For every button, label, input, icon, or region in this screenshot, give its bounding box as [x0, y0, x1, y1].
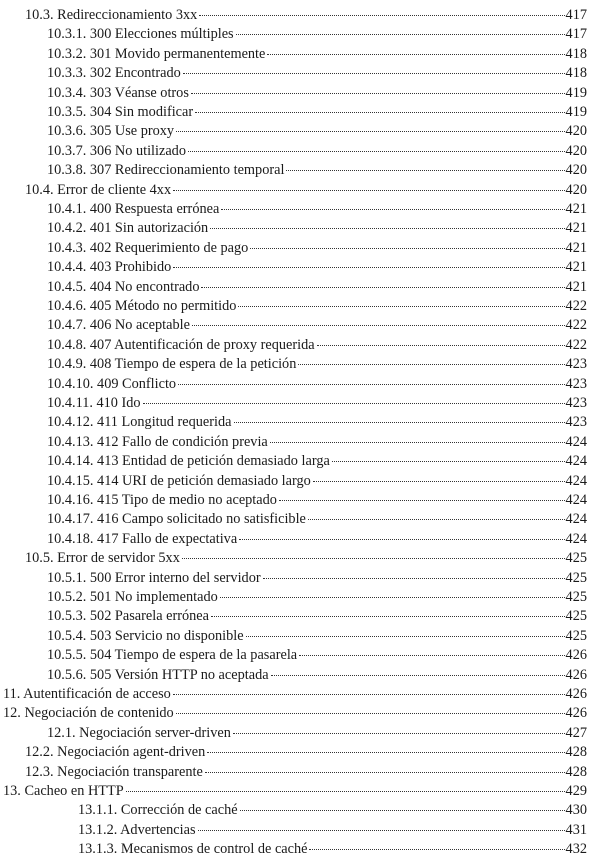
- toc-entry-page-number: 417: [565, 26, 587, 43]
- toc-entry-page-number: 419: [565, 84, 587, 101]
- toc-entry-page-number: 432: [565, 841, 587, 858]
- dot-leader: [308, 519, 565, 520]
- dot-leader: [173, 267, 564, 268]
- toc-entry-title: 10.3.5. 304 Sin modificar: [47, 104, 194, 120]
- toc-entry: [0, 258, 600, 277]
- dot-leader: [188, 151, 565, 152]
- toc-entry: [0, 646, 600, 665]
- toc-entry-title: 10.3.8. 307 Redireccionamiento temporal: [47, 162, 285, 179]
- dot-leader: [246, 636, 565, 637]
- toc-entry: [0, 84, 600, 103]
- dot-leader: [271, 675, 565, 676]
- toc-entry-page-number: 422: [565, 298, 587, 314]
- toc-entry-title: 13. Cacheo en HTTP: [3, 783, 124, 799]
- toc-entry: [0, 491, 600, 510]
- toc-entry-title: 12.1. Negociación server-driven: [47, 724, 231, 741]
- toc-entry: [0, 704, 600, 723]
- toc-entry-title: 10.4.8. 407 Autentificación de proxy requerida: [47, 336, 315, 353]
- toc-entry: [0, 103, 600, 122]
- toc-entry-title: 10.4.12. 411 Longitud requerida: [47, 414, 232, 431]
- dot-leader: [210, 228, 564, 229]
- toc-entry-title: 10.3.4. 303 Véanse otros: [47, 84, 189, 101]
- toc-entry-title: 10.4.2. 401 Sin autorización: [47, 220, 209, 237]
- toc-entry-page-number: 423: [565, 414, 587, 431]
- dot-leader: [192, 325, 565, 326]
- toc-entry-page-number: 421: [565, 259, 587, 276]
- dot-leader: [191, 93, 565, 94]
- dot-leader: [270, 442, 565, 443]
- toc-entry-title: 10.5.4. 503 Servicio no disponible: [47, 627, 244, 644]
- toc-entry-title: 10.4. Error de cliente 4xx: [25, 181, 172, 198]
- toc-entry-title: 10.4.14. 413 Entidad de petición demasiado larga: [47, 453, 330, 470]
- toc-entry: [0, 297, 600, 316]
- toc-entry: [0, 64, 600, 83]
- dot-leader: [236, 34, 565, 35]
- toc-entry-page-number: 421: [565, 239, 587, 256]
- dot-leader: [240, 810, 565, 811]
- dot-leader: [182, 558, 565, 559]
- toc-entry-page-number: 426: [565, 647, 587, 664]
- toc-entry-title: 12.2. Negociación agent-driven: [25, 744, 206, 761]
- toc-entry: [0, 413, 600, 432]
- toc-entry-title: 10.5.6. 505 Versión HTTP no aceptada: [47, 666, 269, 683]
- toc-entry-page-number: 425: [565, 608, 587, 625]
- toc-entry-page-number: 420: [565, 162, 587, 179]
- toc-entry: [0, 336, 600, 355]
- toc-entry: [0, 278, 600, 297]
- toc-entry-page-number: 426: [565, 666, 587, 683]
- dot-leader: [299, 655, 564, 656]
- dot-leader: [286, 170, 564, 171]
- toc-entry-title: 10.3.6. 305 Use proxy: [47, 123, 175, 140]
- toc-entry-title: 10.4.6. 405 Método no permitido: [47, 298, 237, 314]
- toc-entry-title: 12. Negociación de contenido: [3, 705, 174, 722]
- toc-entry-page-number: 420: [565, 142, 587, 159]
- toc-entry-title: 10.4.16. 415 Tipo de medio no aceptado: [47, 492, 277, 508]
- toc-entry-page-number: 428: [565, 744, 587, 761]
- dot-leader: [201, 287, 564, 288]
- toc-entry-page-number: 424: [565, 530, 587, 547]
- dot-leader: [143, 403, 565, 404]
- toc-entry-title: 10.4.17. 416 Campo solicitado no satisficible: [47, 511, 306, 528]
- toc-entry: [0, 472, 600, 491]
- toc-entry: [0, 375, 600, 394]
- toc-entry-page-number: 430: [565, 802, 587, 819]
- toc-entry-page-number: 422: [565, 317, 587, 334]
- dot-leader: [233, 733, 565, 734]
- dot-leader: [332, 461, 565, 462]
- toc-entry-title: 10.5. Error de servidor 5xx: [25, 550, 180, 567]
- toc-entry: [0, 588, 600, 607]
- toc-entry-page-number: 419: [565, 104, 587, 120]
- dot-leader: [313, 481, 565, 482]
- dot-leader: [263, 578, 565, 579]
- dot-leader: [173, 694, 565, 695]
- toc-entry: [0, 724, 600, 743]
- dot-leader: [221, 209, 564, 210]
- toc-entry: [0, 821, 600, 840]
- dot-leader: [267, 54, 564, 55]
- toc-entry-title: 12.3. Negociación transparente: [25, 763, 203, 780]
- toc-entry-page-number: 423: [565, 375, 587, 392]
- toc-entry-page-number: 425: [565, 589, 587, 605]
- toc-entry-title: 10.4.13. 412 Fallo de condición previa: [47, 433, 268, 450]
- toc-entry: [0, 6, 600, 25]
- toc-entry-page-number: 423: [565, 356, 587, 373]
- toc-entry: [0, 239, 600, 258]
- toc-entry: [0, 452, 600, 471]
- toc-entry: [0, 25, 600, 44]
- toc-entry-page-number: 422: [565, 336, 587, 353]
- toc-entry-title: 10.4.5. 404 No encontrado: [47, 278, 200, 295]
- toc-entry-page-number: 424: [565, 511, 587, 528]
- toc-entry: [0, 801, 600, 820]
- toc-entry-title: 10.5.2. 501 No implementado: [47, 589, 218, 605]
- toc-entry: [0, 394, 600, 413]
- toc-entry-page-number: 421: [565, 278, 587, 295]
- toc-entry-title: 10.5.1. 500 Error interno del servidor: [47, 569, 261, 586]
- toc-entry: [0, 840, 600, 859]
- toc-entry-title: 10.3.7. 306 No utilizado: [47, 142, 186, 159]
- dot-leader: [309, 849, 564, 850]
- toc-entry: [0, 122, 600, 141]
- dot-leader: [183, 73, 565, 74]
- dot-leader: [298, 364, 564, 365]
- dot-leader: [317, 345, 565, 346]
- dot-leader: [176, 131, 564, 132]
- toc-entry-title: 10.4.10. 409 Conflicto: [47, 375, 177, 392]
- dot-leader: [198, 830, 565, 831]
- toc-entry-title: 10.4.9. 408 Tiempo de espera de la petición: [47, 356, 297, 373]
- toc-entry-page-number: 424: [565, 472, 587, 489]
- dot-leader: [279, 500, 565, 501]
- toc-entry-title: 10.4.1. 400 Respuesta errónea: [47, 201, 220, 217]
- toc-entry: [0, 743, 600, 762]
- dot-leader: [238, 306, 564, 307]
- toc-entry-page-number: 421: [565, 220, 587, 237]
- toc-entry-title: 10.5.3. 502 Pasarela errónea: [47, 608, 209, 625]
- toc-entry: [0, 782, 600, 801]
- toc-entry: [0, 219, 600, 238]
- toc-entry-title: 10.3.1. 300 Elecciones múltiples: [47, 26, 234, 43]
- toc-entry-title: 11. Autentificación de acceso: [3, 686, 171, 702]
- toc-entry: [0, 433, 600, 452]
- dot-leader: [205, 772, 565, 773]
- toc-entry: [0, 355, 600, 374]
- toc-entry: [0, 200, 600, 219]
- toc-entry-title: 10.4.4. 403 Prohibido: [47, 259, 172, 276]
- dot-leader: [211, 616, 565, 617]
- dot-leader: [176, 713, 565, 714]
- toc-entry-page-number: 420: [565, 181, 587, 198]
- dot-leader: [199, 15, 564, 16]
- toc-entry: [0, 607, 600, 626]
- toc-entry: [0, 763, 600, 782]
- dot-leader: [220, 597, 565, 598]
- toc-entry-page-number: 424: [565, 492, 587, 508]
- dot-leader: [173, 190, 564, 191]
- toc-entry-page-number: 418: [565, 45, 587, 62]
- toc-entry-page-number: 425: [565, 569, 587, 586]
- toc-entry: [0, 666, 600, 685]
- dot-leader: [250, 248, 564, 249]
- toc-entry-page-number: 429: [565, 783, 587, 799]
- toc-entry-page-number: 426: [565, 686, 587, 702]
- toc-entry: [0, 685, 600, 704]
- dot-leader: [178, 384, 564, 385]
- toc-entry-page-number: 420: [565, 123, 587, 140]
- dot-leader: [195, 112, 564, 113]
- toc-entry: [0, 142, 600, 161]
- toc-entry: [0, 569, 600, 588]
- toc-entry-title: 10.3. Redireccionamiento 3xx: [25, 7, 198, 23]
- toc-entry: [0, 161, 600, 180]
- toc-entry-page-number: 424: [565, 433, 587, 450]
- dot-leader: [239, 539, 564, 540]
- toc-entry: [0, 627, 600, 646]
- toc-entry-title: 10.4.18. 417 Fallo de expectativa: [47, 530, 238, 547]
- toc-entry-page-number: 427: [565, 724, 587, 741]
- toc-entry: [0, 510, 600, 529]
- toc-entry: [0, 530, 600, 549]
- toc-entry: [0, 549, 600, 568]
- toc-entry-title: 10.4.11. 410 Ido: [47, 395, 141, 411]
- toc-entry-page-number: 425: [565, 550, 587, 567]
- toc-entry-page-number: 417: [565, 7, 587, 23]
- toc-entry-page-number: 426: [565, 705, 587, 722]
- toc-entry-page-number: 428: [565, 763, 587, 780]
- toc-entry-page-number: 425: [565, 627, 587, 644]
- toc-entry: [0, 316, 600, 335]
- toc-entry-title: 10.4.7. 406 No aceptable: [47, 317, 190, 334]
- toc-entry-page-number: 423: [565, 395, 587, 411]
- toc-entry-title: 13.1.2. Advertencias: [78, 821, 196, 838]
- toc-entry-page-number: 431: [565, 821, 587, 838]
- toc-entry-title: 10.4.3. 402 Requerimiento de pago: [47, 239, 249, 256]
- dot-leader: [126, 791, 565, 792]
- toc-entry-title: 10.4.15. 414 URI de petición demasiado largo: [47, 472, 311, 489]
- toc-entry-title: 10.5.5. 504 Tiempo de espera de la pasarela: [47, 647, 298, 664]
- toc-entry-title: 13.1.1. Corrección de caché: [78, 802, 238, 819]
- dot-leader: [207, 752, 564, 753]
- toc-entry-title: 10.3.3. 302 Encontrado: [47, 65, 181, 82]
- toc-entry-title: 10.3.2. 301 Movido permanentemente: [47, 45, 266, 62]
- dot-leader: [234, 422, 565, 423]
- toc-entry-title: 13.1.3. Mecanismos de control de caché: [78, 841, 308, 858]
- toc-entry: [0, 181, 600, 200]
- toc-entry: [0, 45, 600, 64]
- toc-entry-page-number: 418: [565, 65, 587, 82]
- toc-entry-page-number: 421: [565, 201, 587, 217]
- toc-entry-page-number: 424: [565, 453, 587, 470]
